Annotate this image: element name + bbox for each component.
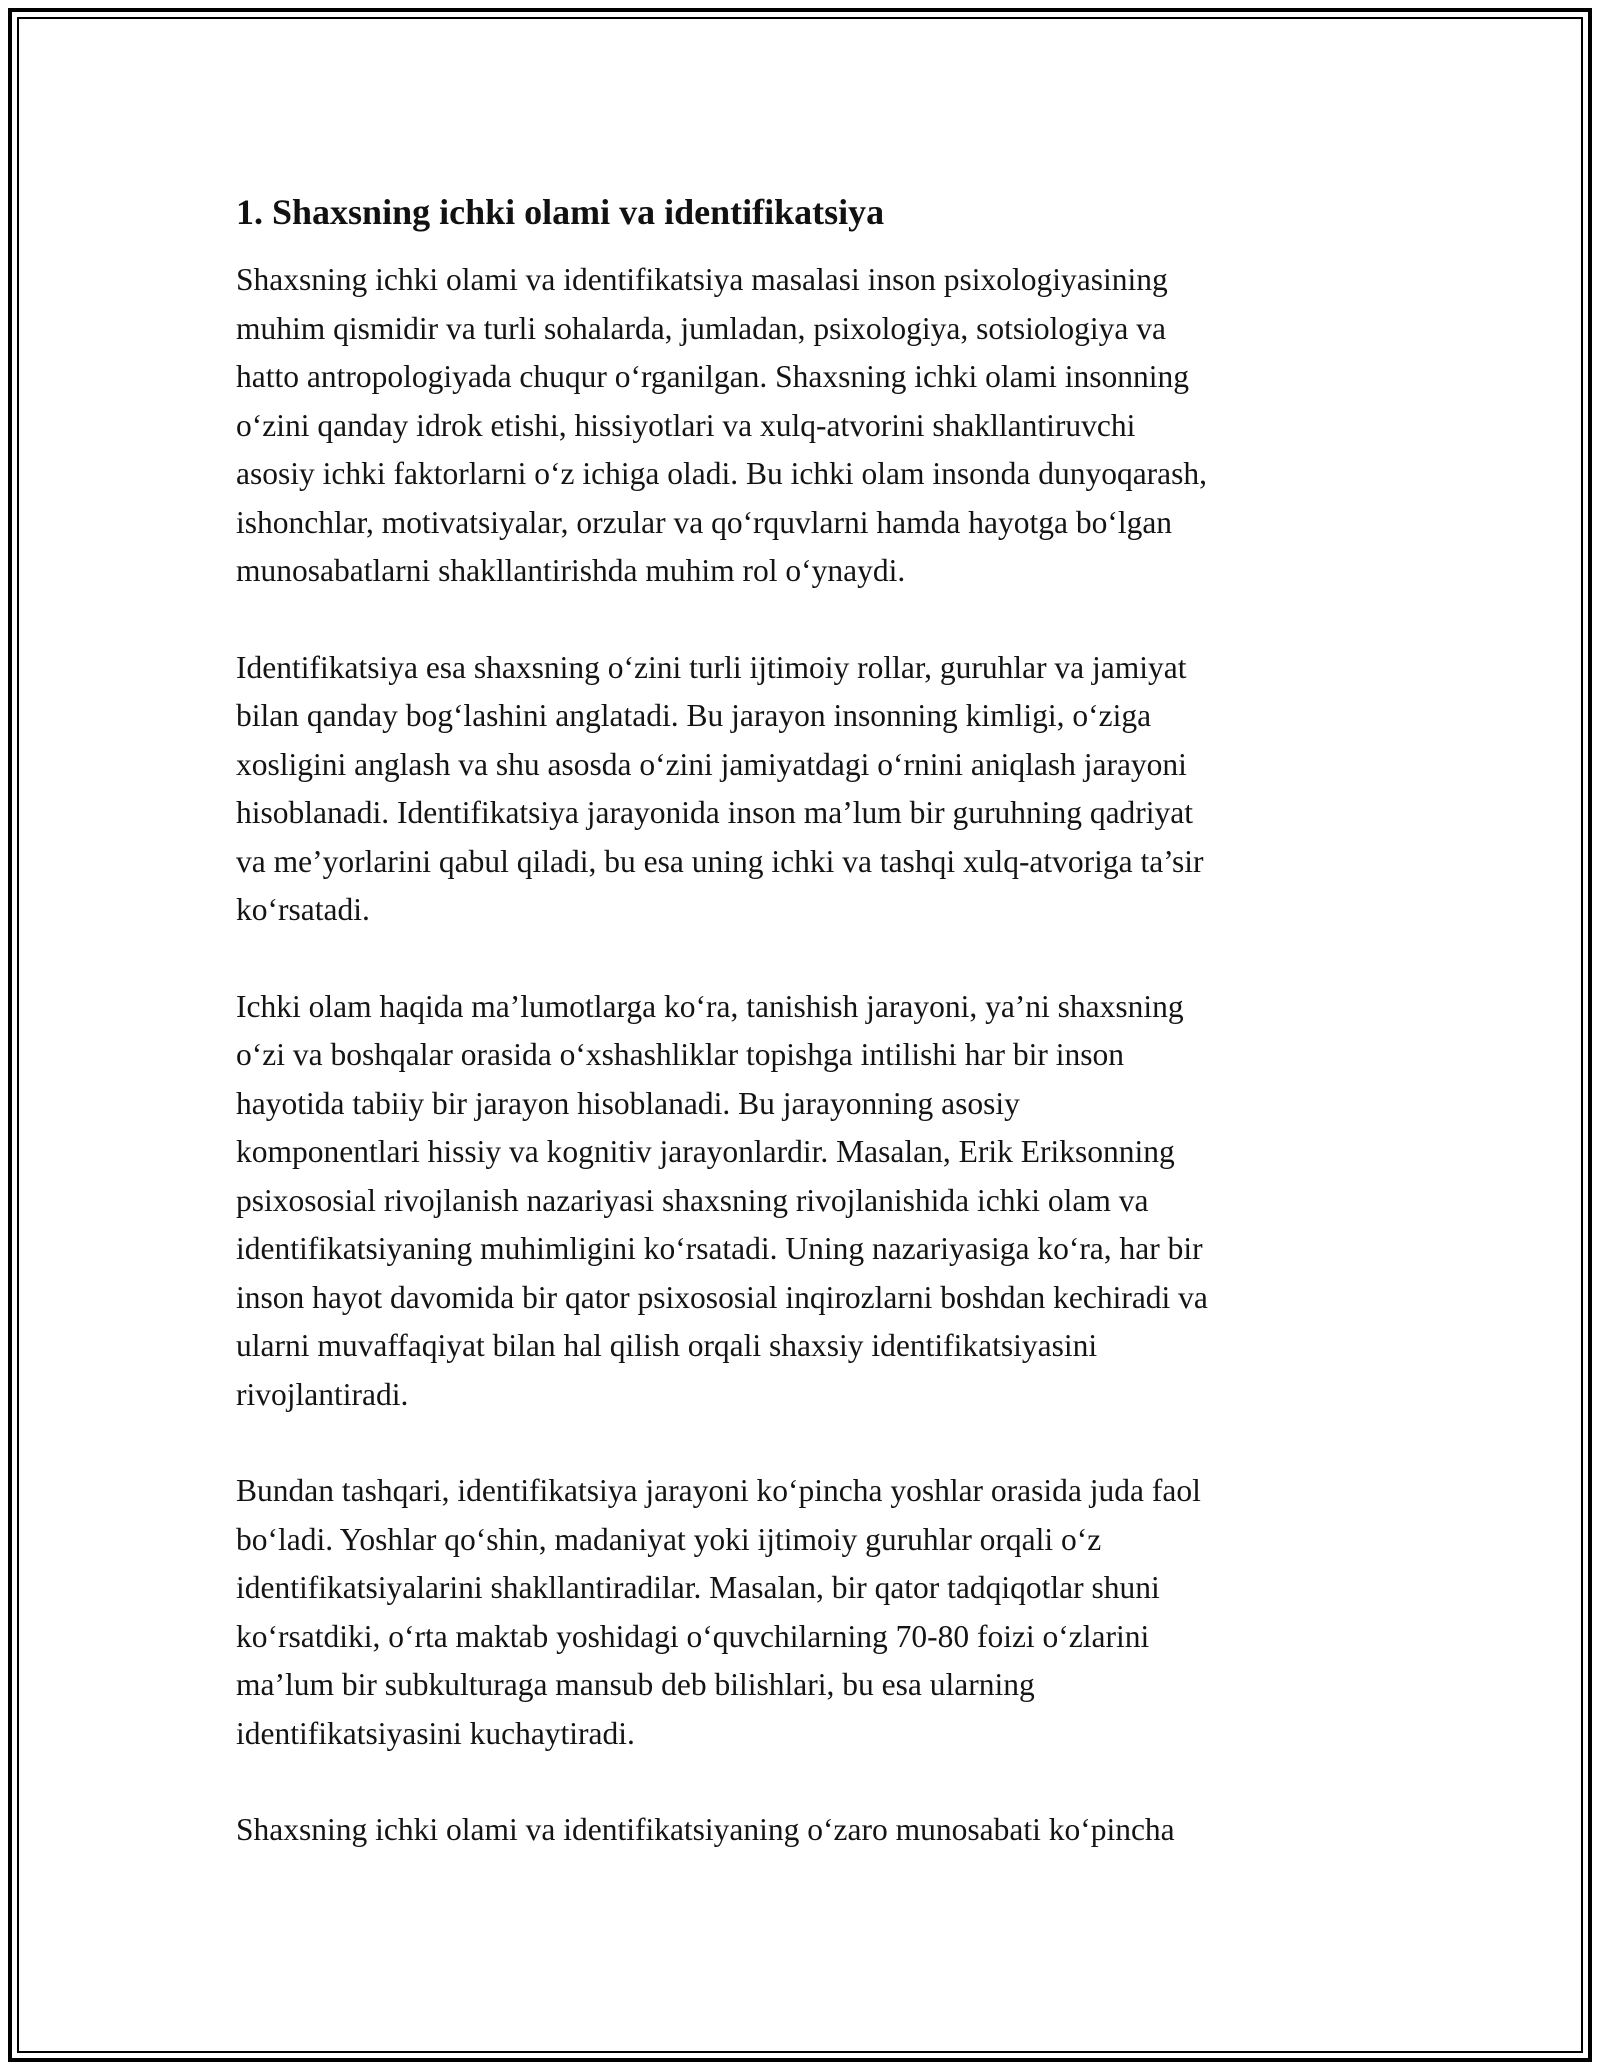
text-line: muhim qismidir va turli sohalarda, jumladan, psixologiya, sotsiologiya va [236, 310, 1167, 346]
text-line: identifikatsiyaning muhimligini ko‘rsatadi. Uning nazariyasiga ko‘ra, har bir [236, 1231, 1203, 1266]
text-line: Ichki olam haqida ma’lumotlarga ko‘ra, tanishish jarayoni, ya’ni shaxsning [236, 988, 1184, 1024]
text-line: bilan qanday bog‘lashini anglatadi. Bu jarayon insonning kimligi, o‘ziga [236, 698, 1152, 733]
text-line: ko‘rsatadi. [236, 892, 370, 927]
text-line: asosiy ichki faktorlarni o‘z ichiga oladi. Bu ichki olam insonda dunyoqarash, [236, 456, 1208, 491]
text-line: o‘zini qanday idrok etishi, hissiyotlari va xulq-atvorini shakllantiruvchi [236, 407, 1136, 443]
paragraph [236, 1467, 1372, 1758]
text-line: ma’lum bir subkulturaga mansub deb bilishlari, bu esa ularning [236, 1667, 1035, 1702]
text-line: ko‘rsatdiki, o‘rta maktab yoshidagi o‘quvchilarning 70-80 foizi o‘zlarini [236, 1618, 1150, 1654]
text-line: Bundan tashqari, identifikatsiya jarayoni ko‘pincha yoshlar orasida juda faol [236, 1473, 1201, 1508]
text-line: ularni muvaffaqiyat bilan hal qilish orqali shaxsiy identifikatsiyasini [236, 1328, 1098, 1363]
text-line: identifikatsiyalarini shakllantiradilar. Masalan, bir qator tadqiqotlar shuni [236, 1570, 1160, 1605]
text-line: hatto antropologiyada chuqur o‘rganilgan. Shaxsning ichki olami insonning [236, 359, 1190, 394]
text-line: rivojlantiradi. [236, 1376, 409, 1412]
text-line: o‘zi va boshqalar orasida o‘xshashliklar topishga intilishi har bir inson [236, 1037, 1124, 1072]
text-line: Shaxsning ichki olami va identifikatsiya masalasi inson psixologiyasining [236, 262, 1168, 297]
text-line: ishonchlar, motivatsiyalar, orzular va qo‘rquvlarni hamda hayotga bo‘lgan [236, 504, 1173, 540]
paragraph [236, 644, 1372, 935]
text-line: identifikatsiyasini kuchaytiradi. [236, 1715, 635, 1751]
text-line: hisoblanadi. Identifikatsiya jarayonida inson ma’lum bir guruhning qadriyat [236, 795, 1194, 830]
text-line: xosligini anglash va shu asosda o‘zini jamiyatdagi o‘rnini aniqlash jarayoni [236, 746, 1187, 782]
paragraph [236, 983, 1372, 1420]
text-line: komponentlari hissiy va kognitiv jarayonlardir. Masalan, Erik Eriksonning [236, 1134, 1175, 1169]
text-line: psixososial rivojlanish nazariyasi shaxsning rivojlanishida ichki olam va [236, 1182, 1149, 1218]
paragraph [236, 256, 1372, 596]
paragraph [236, 1806, 1372, 1855]
text-line: inson hayot davomida bir qator psixososial inqirozlarni boshdan kechiradi va [236, 1279, 1208, 1315]
section-heading: 1. Shaxsning ichki olami va identifikatsiya [236, 192, 885, 232]
text-line: Shaxsning ichki olami va identifikatsiyaning o‘zaro munosabati ko‘pincha [236, 1812, 1175, 1847]
document-body [236, 188, 1372, 1903]
text-line: bo‘ladi. Yoshlar qo‘shin, madaniyat yoki ijtimoiy guruhlar orqali o‘z [236, 1521, 1102, 1557]
text-line: hayotida tabiiy bir jarayon hisoblanadi. Bu jarayonning asosiy [236, 1085, 1020, 1121]
paragraph-container [236, 256, 1372, 1855]
text-line: va me’yorlarini qabul qiladi, bu esa uning ichki va tashqi xulq-atvoriga ta’sir [236, 843, 1204, 879]
text-line: munosabatlarni shakllantirishda muhim rol o‘ynaydi. [236, 553, 906, 588]
text-line: Identifikatsiya esa shaxsning o‘zini turli ijtimoiy rollar, guruhlar va jamiyat [236, 649, 1187, 685]
